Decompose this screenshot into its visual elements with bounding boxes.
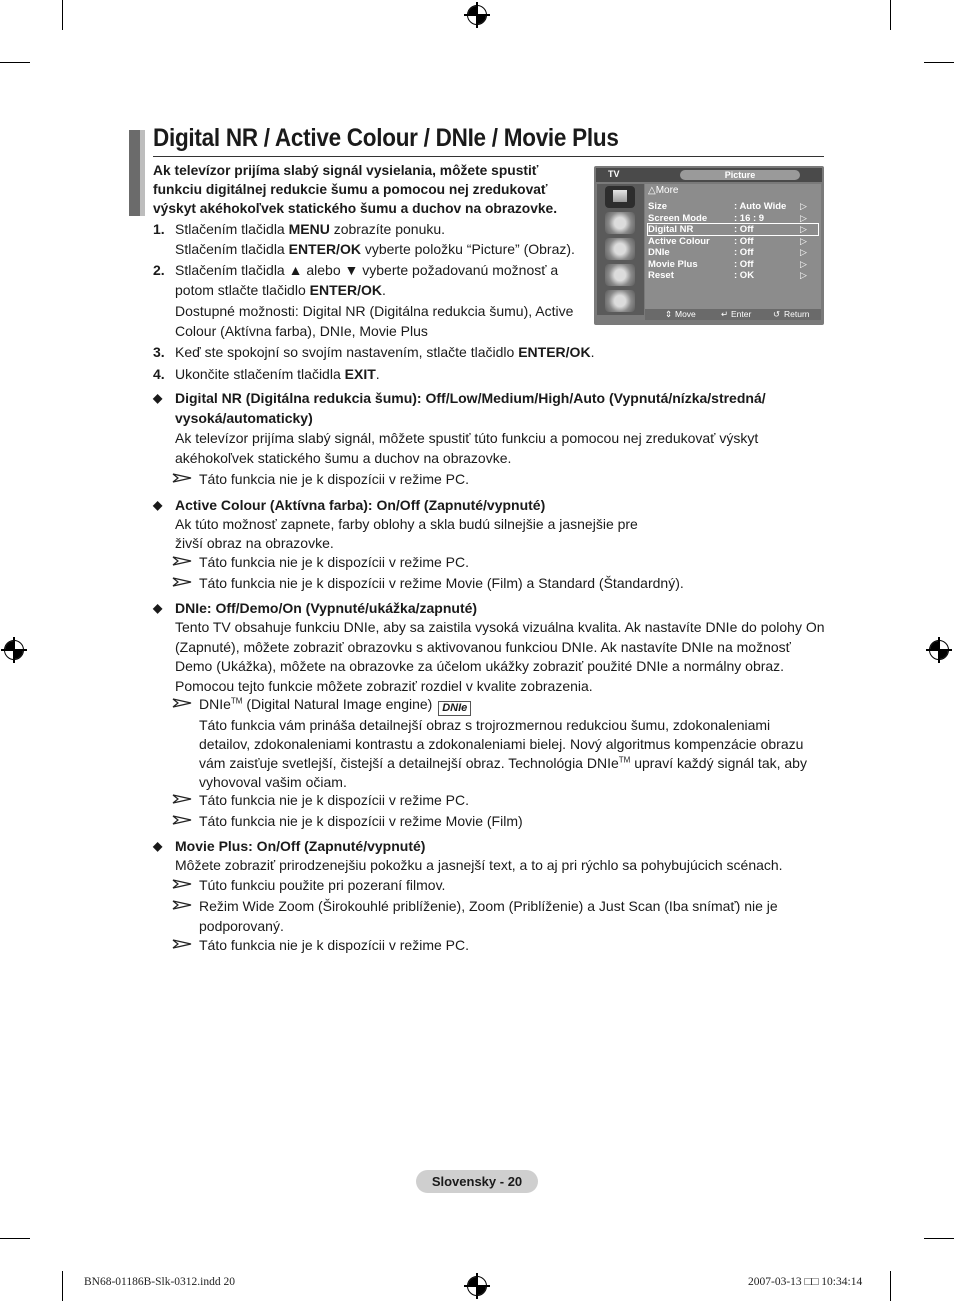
intro-text: Ak televízor prijíma slabý signál vysielania, môžete spustiť funkciu digitálnej redukcie šumu a pomocou nej zredukovať výskyt akéhokoľvek statického šumu a duchov na obrazovke.	[153, 163, 558, 216]
section-paragraph: Ak túto možnosť zapnete, farby oblohy a skla budú silnejšie a jasnejšie pre živší obraz na obrazovke.	[175, 516, 638, 551]
step-2	[153, 261, 593, 341]
title-rule	[153, 156, 824, 157]
text: Táto funkcia vám prináša detailnejší obraz s trojrozmernou redukciou šumu, zdokonaleniami detailov, zdokonaleniami kontrastu a zdokonaleniami bielej. Nový algoritmus kompenzácie obrazu vám zaisťuje svetlejší, čistejší a detailnejší obraz. Technológia DNIe	[199, 716, 804, 771]
row-key: Active Colour	[648, 235, 710, 247]
move-label: Move	[675, 309, 696, 319]
diamond-bullet-icon: ◆	[153, 498, 163, 512]
return-label: Return	[784, 309, 810, 319]
note-arrow-icon	[172, 697, 192, 709]
text: .	[375, 366, 380, 382]
available-options: Dostupné možnosti: Digital NR (Digitálna redukcia šumu), Active Colour (Aktívna farba), DNIe, Movie Plus	[175, 303, 574, 339]
note-text: Táto funkcia nie je k dispozícii v režime PC.	[199, 471, 469, 487]
note-arrow-icon	[172, 793, 192, 805]
tv-menu-list	[645, 184, 821, 309]
crop-mark	[0, 62, 30, 63]
tv-menu-header	[596, 168, 822, 182]
step-text	[175, 220, 595, 259]
row-value: : Off	[734, 247, 754, 258]
section-paragraph: Tento TV obsahuje funkciu DNIe, aby sa zaistila vysoká vizuálna kvalita. Ak nastavíte DNIe do polohy On (Zapnuté), môžete zobraziť obrazovku s aktivovanou funkciou DNIe. Ak nastavíte DNIe na možnosť Demo (Ukážka), môžete na obrazovke za účelom ukážky zobraziť použité DNIe a normálny obraz. Pomocou tejto funkcie môžete zobraziť rozdiel v kvalite zobrazenia.	[175, 619, 825, 694]
crop-mark	[924, 62, 954, 63]
crop-mark	[0, 1238, 30, 1239]
arrow-right-icon: ▷	[800, 224, 807, 234]
registration-mark-icon	[929, 640, 949, 660]
step-text	[175, 343, 825, 363]
crop-mark	[890, 1271, 891, 1301]
tv-menu-row-screen-mode	[648, 213, 818, 224]
text: .	[381, 281, 386, 298]
enter-label: Enter	[731, 309, 752, 319]
trademark: TM	[618, 754, 631, 764]
note-text: Táto funkcia nie je k dispozícii v režime Movie (Film) a Standard (Štandardný).	[199, 575, 684, 591]
row-value: : OK	[734, 270, 755, 281]
arrow-right-icon: ▷	[800, 235, 807, 246]
crop-mark	[890, 0, 891, 30]
tv-tab-label: TV	[608, 169, 620, 179]
key-name: EXIT	[344, 366, 376, 382]
tv-menu-screenshot	[594, 166, 824, 325]
note-arrow-icon	[172, 472, 192, 484]
note-text: Režim Wide Zoom (Širokouhlé priblíženie), Zoom (Priblíženie) a Just Scan (Iba snímať) nie je podporovaný.	[199, 898, 778, 934]
step-number: 1.	[153, 221, 165, 237]
row-key: Reset	[648, 270, 674, 281]
note-arrow-icon	[172, 814, 192, 826]
heading-text: Digital NR (Digitálna redukcia šumu): Off/Low/Medium/High/Auto (Vypnutá/nízka/stredná/ vysoká/automaticky)	[175, 390, 766, 426]
section-paragraph: Ak televízor prijíma slabý signál, môžete spustiť túto funkciu a pomocou nej zredukovať výskyt akéhokoľvek statického šumu a duchov na obrazovke.	[175, 430, 759, 466]
input-icon	[605, 290, 635, 312]
text: .	[590, 344, 595, 360]
text: DNIe	[199, 696, 231, 712]
row-key: Digital NR	[648, 224, 694, 235]
print-slug-right: 2007-03-13 □□ 10:34:14	[748, 1276, 863, 1288]
text: Keď ste spokojní so svojím nastavením, stlačte tlačidlo	[175, 344, 519, 360]
text: Stlačením tlačidla	[175, 221, 289, 237]
setup-icon	[605, 264, 635, 286]
arrow-right-icon: ▷	[800, 201, 807, 211]
step-number: 4.	[153, 366, 165, 382]
note-arrow-icon	[172, 555, 192, 567]
note-text: Túto funkciu použite pri pozeraní filmov.	[199, 877, 446, 893]
row-key: Size	[648, 201, 668, 212]
arrow-right-icon: ▷	[800, 247, 807, 257]
note-text: Táto funkcia nie je k dispozícii v režime Movie (Film)	[199, 813, 523, 829]
text: zobrazíte ponuku.	[329, 221, 446, 237]
text: (Digital Natural Image engine)	[242, 696, 433, 712]
tv-menu-row-movie-plus	[648, 259, 818, 270]
key-name: MENU	[288, 221, 330, 237]
heading-text: Movie Plus: On/Off (Zapnuté/vypnuté)	[175, 838, 426, 854]
row-value: : Auto Wide	[734, 201, 787, 212]
tv-menu-row-reset	[648, 270, 818, 281]
tv-menu-row-active-colour	[648, 236, 818, 247]
step-number: 2.	[153, 262, 165, 278]
tv-menu-sidebar	[597, 184, 644, 315]
print-slug-left: BN68-01186B-Slk-0312.indd 20	[84, 1276, 235, 1288]
registration-mark-icon	[467, 1276, 487, 1296]
row-key: Movie Plus	[648, 258, 698, 270]
tv-menu-more: △More	[648, 185, 679, 196]
note-text: Táto funkcia nie je k dispozícii v režime PC.	[199, 937, 469, 953]
step-1	[153, 220, 593, 260]
trademark: TM	[230, 696, 243, 706]
text: upraví každý signál tak, aby vyhovoval vašim očiam.	[199, 754, 807, 790]
tv-menu-row-size	[648, 201, 818, 212]
diamond-bullet-icon: ◆	[153, 391, 163, 405]
note-arrow-icon	[172, 878, 192, 890]
crop-mark	[924, 1238, 954, 1239]
tv-menu-footer	[645, 309, 821, 320]
note-text: Táto funkcia nie je k dispozícii v režime PC.	[199, 792, 469, 808]
text: Stlačením tlačidla	[175, 240, 289, 257]
step-text	[175, 261, 575, 341]
page-number-badge: Slovensky - 20	[416, 1170, 538, 1193]
diamond-bullet-icon: ◆	[153, 839, 163, 853]
row-value: : Off	[734, 235, 754, 247]
row-key: Screen Mode	[648, 212, 708, 224]
text: vyberte položku “Picture” (Obraz).	[360, 240, 575, 257]
note-arrow-icon	[172, 899, 192, 911]
arrow-right-icon: ▷	[800, 212, 807, 223]
move-icon: ⇕	[665, 309, 673, 319]
enter-icon: ↵	[721, 309, 729, 319]
dnie-logo: DNIe	[438, 701, 471, 716]
channel-icon	[605, 238, 635, 260]
arrow-right-icon: ▷	[800, 258, 807, 269]
note-body	[199, 716, 824, 792]
note-text	[199, 695, 824, 792]
heading-text: DNIe: Off/Demo/On (Vypnuté/ukážka/zapnuté)	[175, 600, 478, 616]
tv-menu-title: Picture	[680, 170, 800, 180]
row-value: : Off	[734, 224, 754, 235]
text: Ukončite stlačením tlačidla	[175, 366, 345, 382]
registration-mark-icon	[467, 5, 487, 25]
crop-mark	[62, 0, 63, 30]
row-key: DNIe	[648, 247, 670, 258]
page-title: Digital NR / Active Colour / DNIe / Movie Plus	[153, 124, 619, 152]
tv-menu-row-digital-nr	[648, 224, 818, 235]
step-number: 3.	[153, 344, 165, 360]
return-icon: ↺	[773, 309, 781, 319]
diamond-bullet-icon: ◆	[153, 601, 163, 615]
section-paragraph: Môžete zobraziť prirodzenejšiu pokožku a jasnejší text, a to aj pri rýchlo sa pohybujúcich scénach.	[175, 857, 783, 873]
arrow-right-icon: ▷	[800, 270, 807, 280]
key-name: ENTER/OK	[309, 281, 382, 298]
registration-mark-icon	[4, 640, 24, 660]
step-text	[175, 365, 825, 385]
key-name: ENTER/OK	[518, 344, 591, 360]
row-value: : 16 : 9	[734, 212, 765, 224]
sound-icon	[605, 212, 635, 234]
picture-icon	[605, 186, 635, 208]
crop-mark	[62, 1271, 63, 1301]
heading-text: Active Colour (Aktívna farba): On/Off (Zapnuté/vypnuté)	[175, 497, 546, 513]
note-arrow-icon	[172, 938, 192, 950]
row-value: : Off	[734, 258, 754, 270]
note-text: Táto funkcia nie je k dispozícii v režime PC.	[199, 554, 469, 570]
tv-menu-row-dnie	[648, 247, 818, 258]
text: Stlačením tlačidla ▲ alebo ▼ vyberte požadovanú možnosť a potom stlačte tlačidlo	[175, 262, 559, 298]
key-name: ENTER/OK	[288, 240, 361, 257]
title-bar-decoration	[140, 130, 145, 216]
note-arrow-icon	[172, 576, 192, 588]
